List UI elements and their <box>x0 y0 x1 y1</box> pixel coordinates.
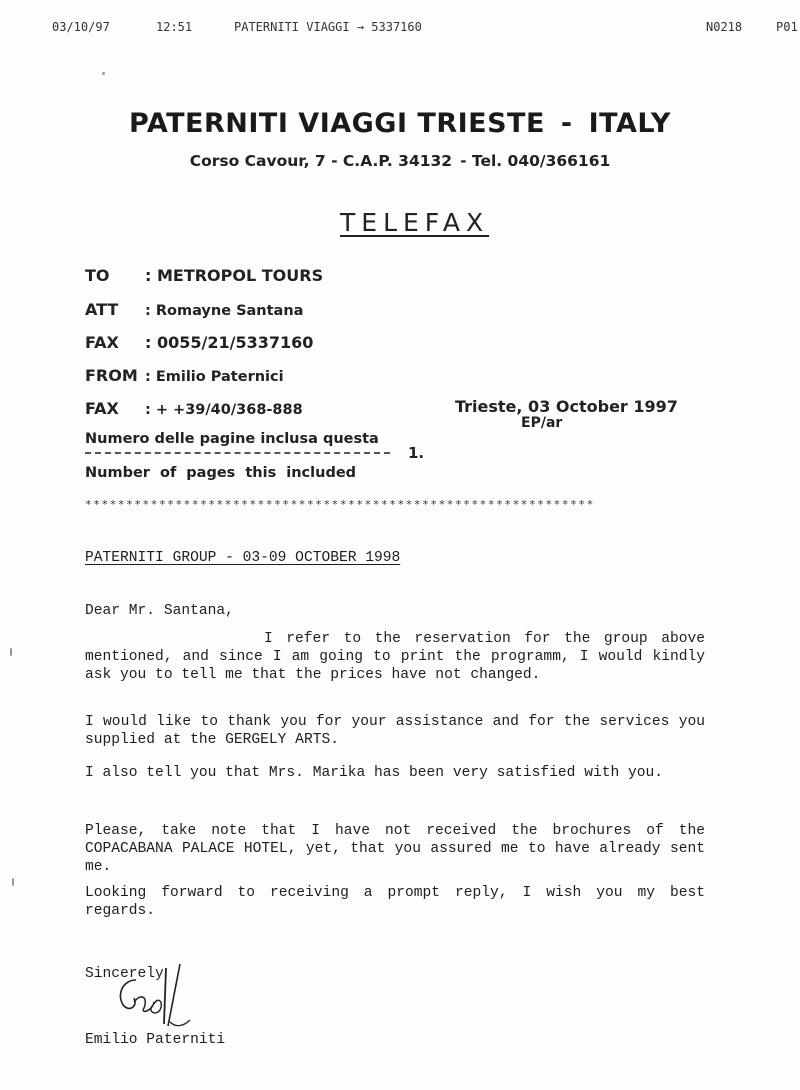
pages-count: 1. <box>408 444 425 462</box>
letter-paragraph-5: Looking forward to receiving a prompt reply, I wish you my best regards. <box>85 885 705 919</box>
reference-initials: EP/ar <box>521 415 563 431</box>
att-value: : Romayne Santana <box>145 303 304 319</box>
fax-to-value: : 0055/21/5337160 <box>145 333 314 352</box>
scan-speck <box>102 72 105 75</box>
letter-paragraph-4: Please, take note that I have not received the brochures of the COPACABANA PALACE HOTEL, yet, that you assured me to have already sent me. <box>85 823 705 875</box>
dashed-divider <box>85 452 390 454</box>
att-label: ATT <box>85 300 119 319</box>
star-divider: ************************************************************** <box>85 498 595 511</box>
fax-page-number: P01 <box>776 20 798 34</box>
date-block <box>455 398 678 432</box>
company-name: PATERNITI VIAGGI TRIESTE <box>129 108 545 139</box>
to-value: : METROPOL TOURS <box>145 266 324 285</box>
company-country: ITALY <box>588 108 671 139</box>
place-date: Trieste, 03 October 1997 <box>455 397 678 416</box>
from-label: FROM <box>85 366 138 385</box>
letterhead-title <box>0 108 800 139</box>
scan-speck <box>12 878 14 886</box>
att-field <box>85 300 303 319</box>
to-label: TO <box>85 266 110 285</box>
to-field <box>85 266 323 285</box>
letter-salutation: Dear Mr. Santana, <box>85 603 234 619</box>
from-field <box>85 366 284 385</box>
letterhead-address <box>0 152 800 170</box>
fax-sender-route: PATERNITI VIAGGI → 5337160 <box>234 20 422 34</box>
company-address: Corso Cavour, 7 - C.A.P. 34132 <box>189 152 453 170</box>
fax-to-label: FAX <box>85 333 119 352</box>
fax-date: 03/10/97 <box>52 20 110 34</box>
fax-from-label: FAX <box>85 399 119 418</box>
company-phone: - Tel. 040/366161 <box>460 152 611 170</box>
letter-paragraph-3: I also tell you that Mrs. Marika has been very satisfied with you. <box>85 765 664 781</box>
letter-paragraph-1 <box>85 630 705 684</box>
letter-closing: Sincerely <box>85 966 164 982</box>
fax-time: 12:51 <box>156 20 193 34</box>
scan-speck <box>10 648 12 656</box>
document-type-title: TELEFAX <box>340 208 490 237</box>
letter-paragraph-2: I would like to thank you for your assistance and for the services you supplied at the GERGELY ARTS. <box>85 714 705 748</box>
fax-transmission-header <box>0 20 800 40</box>
fax-from-field <box>85 399 303 418</box>
letter-subject: PATERNITI GROUP - 03-09 OCTOBER 1998 <box>85 550 401 566</box>
paragraph-1-text: I refer to the reservation for the group above mentioned, and since I am going to print the programm, I would kindly ask you to tell me that the prices have not changed. <box>85 631 705 683</box>
pages-label-english: Number of pages this included <box>85 465 357 481</box>
pages-label-italian: Numero delle pagine inclusa questa <box>85 431 379 447</box>
fax-number: N0218 <box>706 20 743 34</box>
handwritten-signature <box>108 962 198 1032</box>
fax-to-field <box>85 333 313 352</box>
letterhead-separator: - <box>560 108 573 139</box>
fax-from-value: : + +39/40/368-888 <box>145 402 303 418</box>
from-value: : Emilio Paternici <box>145 369 284 385</box>
signer-name: Emilio Paterniti <box>85 1032 226 1048</box>
